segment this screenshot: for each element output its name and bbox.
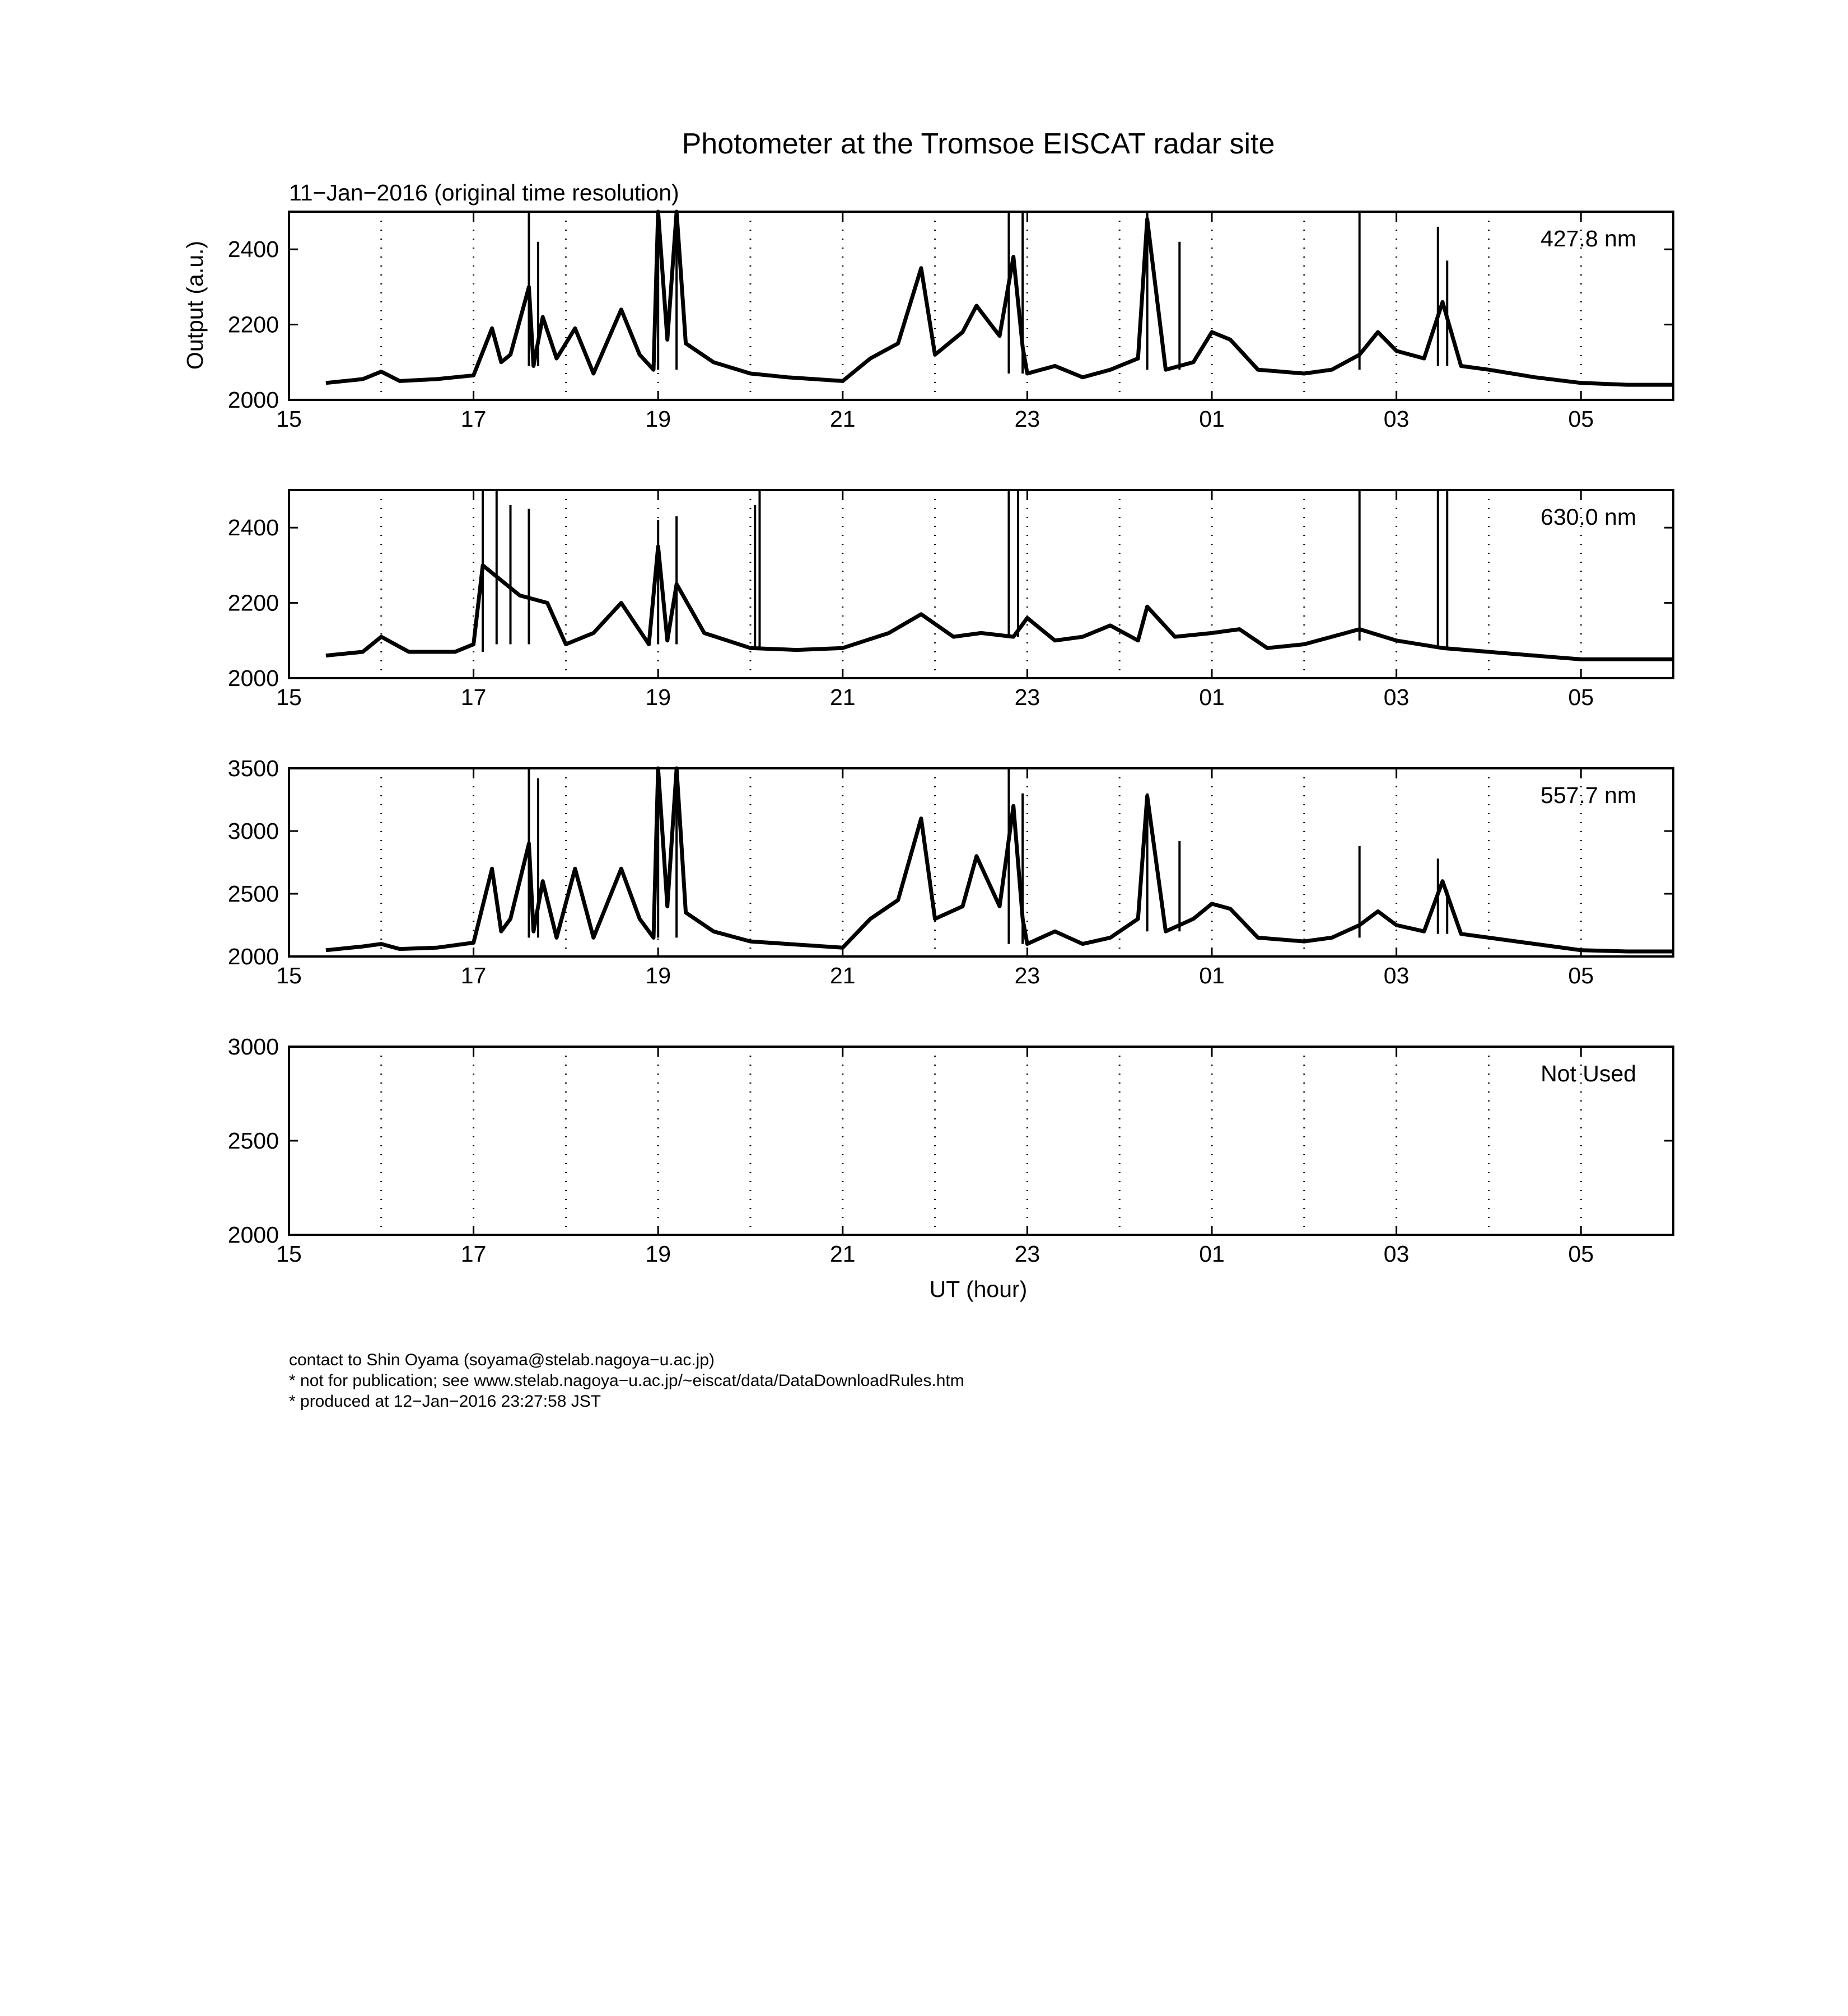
chart-panels: [228, 212, 1673, 1267]
x-tick-label: 19: [645, 684, 671, 710]
y-tick-label: 3000: [227, 1034, 279, 1060]
x-tick-label: 03: [1383, 1241, 1410, 1267]
x-tick-label: 21: [829, 684, 856, 710]
x-tick-label: 17: [460, 684, 487, 710]
x-tick-label: 19: [645, 1241, 671, 1267]
x-tick-label: 23: [1014, 963, 1040, 988]
channel-label: 557.7 nm: [1541, 782, 1636, 808]
chart-panel: [228, 1034, 1673, 1267]
x-tick-label: 15: [276, 1241, 302, 1267]
x-tick-label: 03: [1383, 406, 1410, 432]
x-tick-label: 05: [1568, 684, 1594, 710]
y-tick-label: 3000: [227, 818, 279, 844]
channel-label: Not Used: [1541, 1061, 1636, 1086]
chart-panel: [228, 755, 1673, 988]
x-tick-label: 03: [1383, 963, 1410, 988]
x-tick-label: 01: [1199, 406, 1225, 432]
y-tick-label: 2500: [227, 1128, 279, 1154]
x-axis-label: UT (hour): [929, 1276, 1028, 1302]
figure-title: Photometer at the Tromsoe EISCAT radar site: [682, 128, 1275, 160]
plot-frame: [289, 1047, 1673, 1235]
x-tick-label: 01: [1199, 1241, 1225, 1267]
x-tick-label: 21: [829, 963, 856, 988]
x-tick-label: 19: [645, 963, 671, 988]
x-tick-label: 23: [1014, 406, 1040, 432]
y-tick-label: 3500: [227, 755, 279, 781]
chart-panel: [228, 490, 1673, 710]
x-tick-label: 23: [1014, 1241, 1040, 1267]
x-tick-label: 05: [1568, 406, 1594, 432]
x-tick-label: 21: [829, 406, 856, 432]
y-tick-label: 2000: [227, 387, 279, 413]
x-tick-label: 21: [829, 1241, 856, 1267]
x-tick-label: 05: [1568, 963, 1594, 988]
y-tick-label: 2000: [227, 1222, 279, 1248]
y-tick-label: 2000: [227, 665, 279, 691]
x-tick-label: 17: [460, 1241, 487, 1267]
x-tick-label: 17: [460, 406, 487, 432]
y-tick-label: 2200: [227, 311, 279, 338]
channel-label: 630.0 nm: [1541, 504, 1636, 530]
x-tick-label: 23: [1014, 684, 1040, 710]
y-tick-label: 2200: [227, 590, 279, 616]
footer-contact: contact to Shin Oyama (soyama@stelab.nagoya−u.ac.jp): [289, 1351, 715, 1369]
y-tick-label: 2000: [227, 944, 279, 969]
channel-label: 427.8 nm: [1541, 226, 1636, 251]
y-tick-label: 2400: [227, 515, 279, 541]
plot-frame: [289, 212, 1673, 400]
x-tick-label: 15: [276, 406, 302, 432]
x-tick-label: 03: [1383, 684, 1410, 710]
chart-panel: [228, 212, 1673, 432]
y-tick-label: 2500: [227, 881, 279, 907]
x-tick-label: 01: [1199, 684, 1225, 710]
y-axis-label: Output (a.u.): [182, 240, 208, 370]
y-tick-label: 2400: [227, 236, 279, 263]
x-tick-label: 01: [1199, 963, 1225, 988]
x-tick-label: 15: [276, 963, 302, 988]
x-tick-label: 05: [1568, 1241, 1594, 1267]
footer-produced-at: * produced at 12−Jan−2016 23:27:58 JST: [289, 1392, 601, 1411]
x-tick-label: 19: [645, 406, 671, 432]
figure-subtitle: 11−Jan−2016 (original time resolution): [289, 180, 679, 206]
x-tick-label: 17: [460, 963, 487, 988]
x-tick-label: 15: [276, 684, 302, 710]
footer-publication-note: * not for publication; see www.stelab.nagoya−u.ac.jp/~eiscat/data/DataDownloadRules.htm: [289, 1371, 964, 1390]
